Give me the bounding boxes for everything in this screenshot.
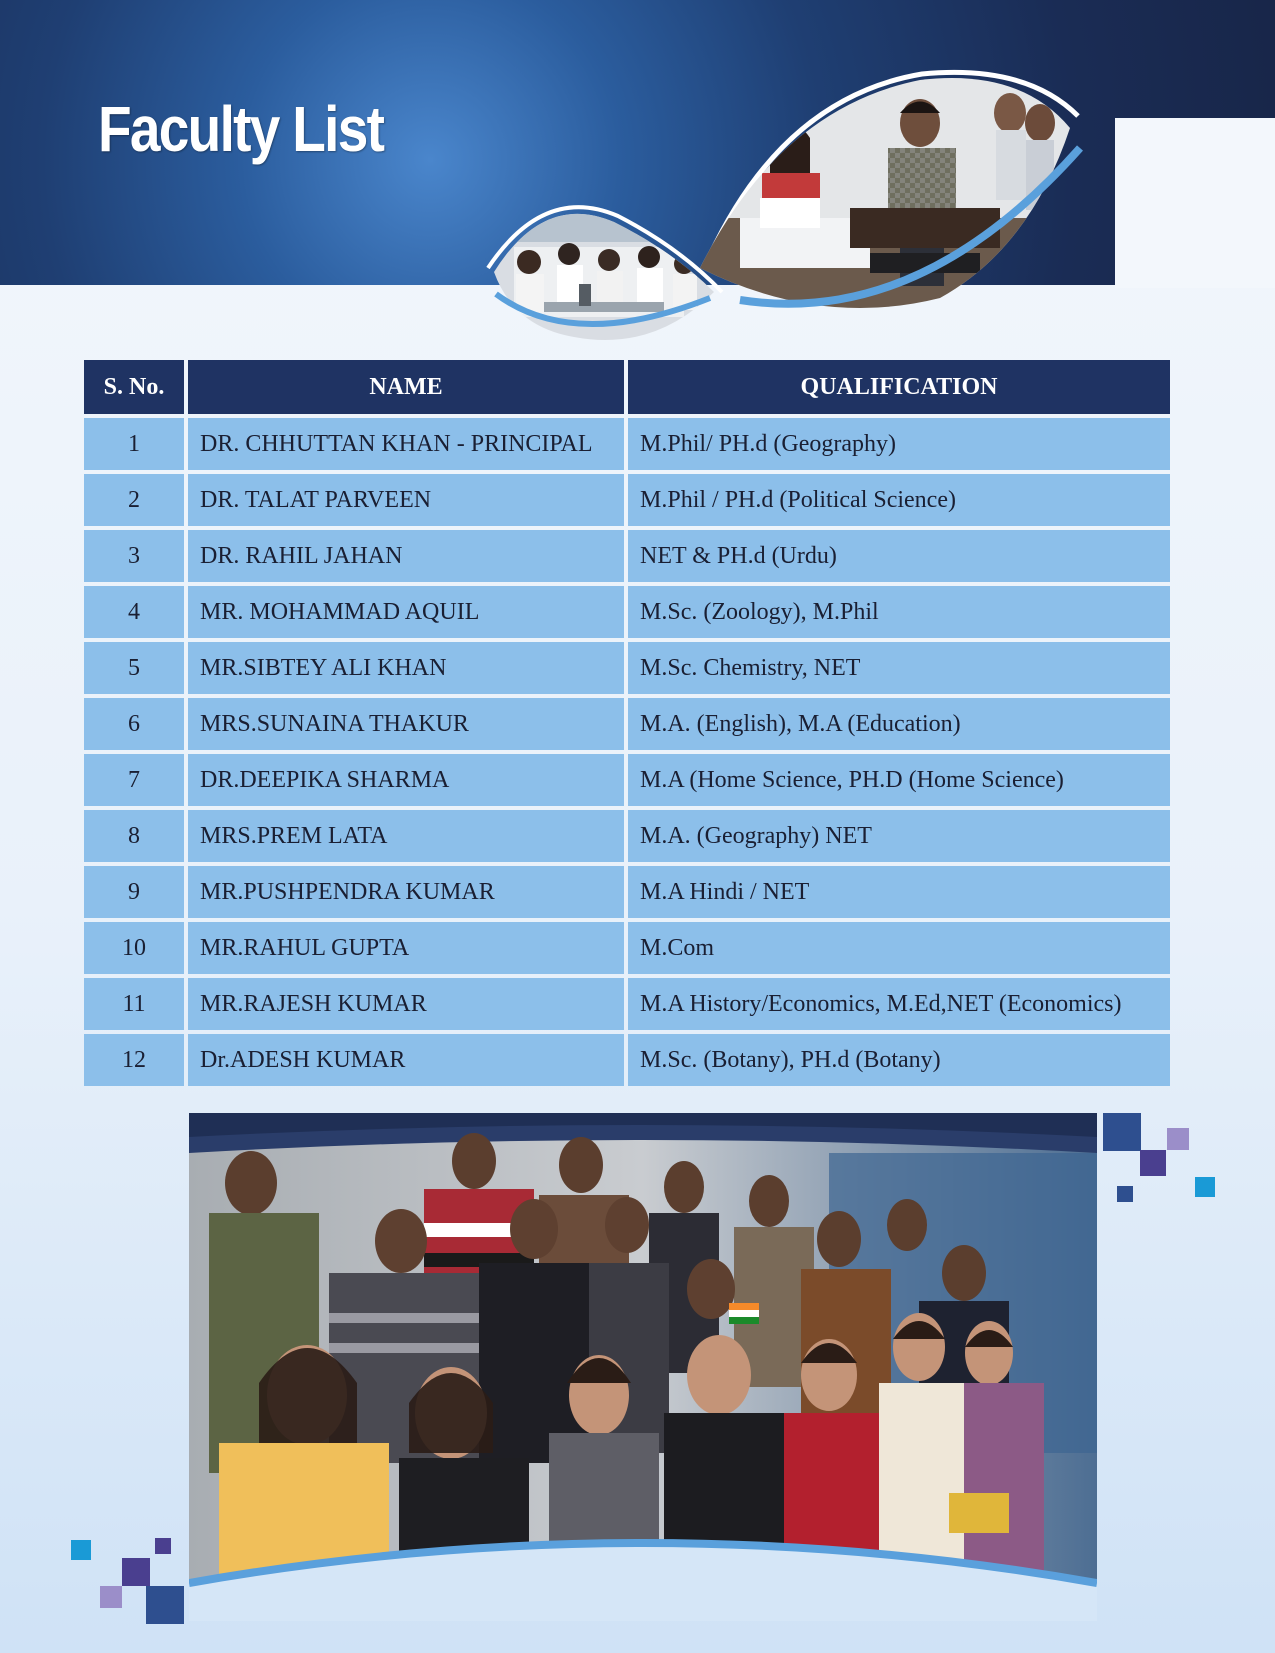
decor-square (146, 1586, 184, 1624)
cell-name: MR.PUSHPENDRA KUMAR (188, 866, 624, 918)
table-row (84, 1034, 1170, 1086)
table-row (84, 978, 1170, 1030)
table-row (84, 866, 1170, 918)
table-row (84, 698, 1170, 750)
cell-name: MR.RAHUL GUPTA (188, 922, 624, 974)
cell-sno: 12 (84, 1034, 184, 1086)
cell-qualification: M.Phil / PH.d (Political Science) (628, 474, 1170, 526)
header-qualification: QUALIFICATION (628, 360, 1170, 414)
cell-name: DR. CHHUTTAN KHAN - PRINCIPAL (188, 418, 624, 470)
cell-name: MRS.SUNAINA THAKUR (188, 698, 624, 750)
table-row (84, 586, 1170, 638)
decor-square (1167, 1128, 1189, 1150)
cell-sno: 6 (84, 698, 184, 750)
cell-qualification: M.A (Home Science, PH.D (Home Science) (628, 754, 1170, 806)
table-row (84, 754, 1170, 806)
cell-qualification: M.A. (Geography) NET (628, 810, 1170, 862)
cell-qualification: M.Sc. Chemistry, NET (628, 642, 1170, 694)
cell-name: MRS.PREM LATA (188, 810, 624, 862)
cell-sno: 8 (84, 810, 184, 862)
table-row (84, 810, 1170, 862)
decor-square (122, 1558, 150, 1586)
cell-sno: 3 (84, 530, 184, 582)
table-header-row (84, 360, 1170, 414)
cell-name: DR. RAHIL JAHAN (188, 530, 624, 582)
cell-sno: 7 (84, 754, 184, 806)
cell-sno: 5 (84, 642, 184, 694)
cell-name: DR. TALAT PARVEEN (188, 474, 624, 526)
cell-qualification: M.A History/Economics, M.Ed,NET (Economics) (628, 978, 1170, 1030)
cell-qualification: M.Phil/ PH.d (Geography) (628, 418, 1170, 470)
cell-qualification: M.A. (English), M.A (Education) (628, 698, 1170, 750)
cell-name: MR.RAJESH KUMAR (188, 978, 624, 1030)
faculty-table (80, 356, 1174, 1090)
decor-square (155, 1538, 171, 1554)
cell-qualification: M.Com (628, 922, 1170, 974)
page-title: Faculty List (98, 93, 384, 165)
table-row (84, 530, 1170, 582)
cell-name: Dr.ADESH KUMAR (188, 1034, 624, 1086)
table-row (84, 418, 1170, 470)
cell-sno: 2 (84, 474, 184, 526)
cell-name: DR.DEEPIKA SHARMA (188, 754, 624, 806)
cell-sno: 4 (84, 586, 184, 638)
table-row (84, 922, 1170, 974)
lab-instructor-photo (700, 68, 1140, 318)
cell-qualification: M.Sc. (Zoology), M.Phil (628, 586, 1170, 638)
header-name: NAME (188, 360, 624, 414)
header-sno: S. No. (84, 360, 184, 414)
cell-sno: 9 (84, 866, 184, 918)
cell-sno: 11 (84, 978, 184, 1030)
cell-sno: 1 (84, 418, 184, 470)
decor-square (100, 1586, 122, 1608)
decor-square (1140, 1150, 1166, 1176)
cell-qualification: NET & PH.d (Urdu) (628, 530, 1170, 582)
cell-name: MR. MOHAMMAD AQUIL (188, 586, 624, 638)
lab-students-photo (484, 202, 724, 342)
decor-square (1195, 1177, 1215, 1197)
faculty-group-photo (189, 1113, 1097, 1621)
decor-square (1117, 1186, 1133, 1202)
cell-qualification: M.Sc. (Botany), PH.d (Botany) (628, 1034, 1170, 1086)
cell-qualification: M.A Hindi / NET (628, 866, 1170, 918)
decor-square (1103, 1113, 1141, 1151)
cell-name: MR.SIBTEY ALI KHAN (188, 642, 624, 694)
table-row (84, 474, 1170, 526)
decor-square (71, 1540, 91, 1560)
table-row (84, 642, 1170, 694)
cell-sno: 10 (84, 922, 184, 974)
